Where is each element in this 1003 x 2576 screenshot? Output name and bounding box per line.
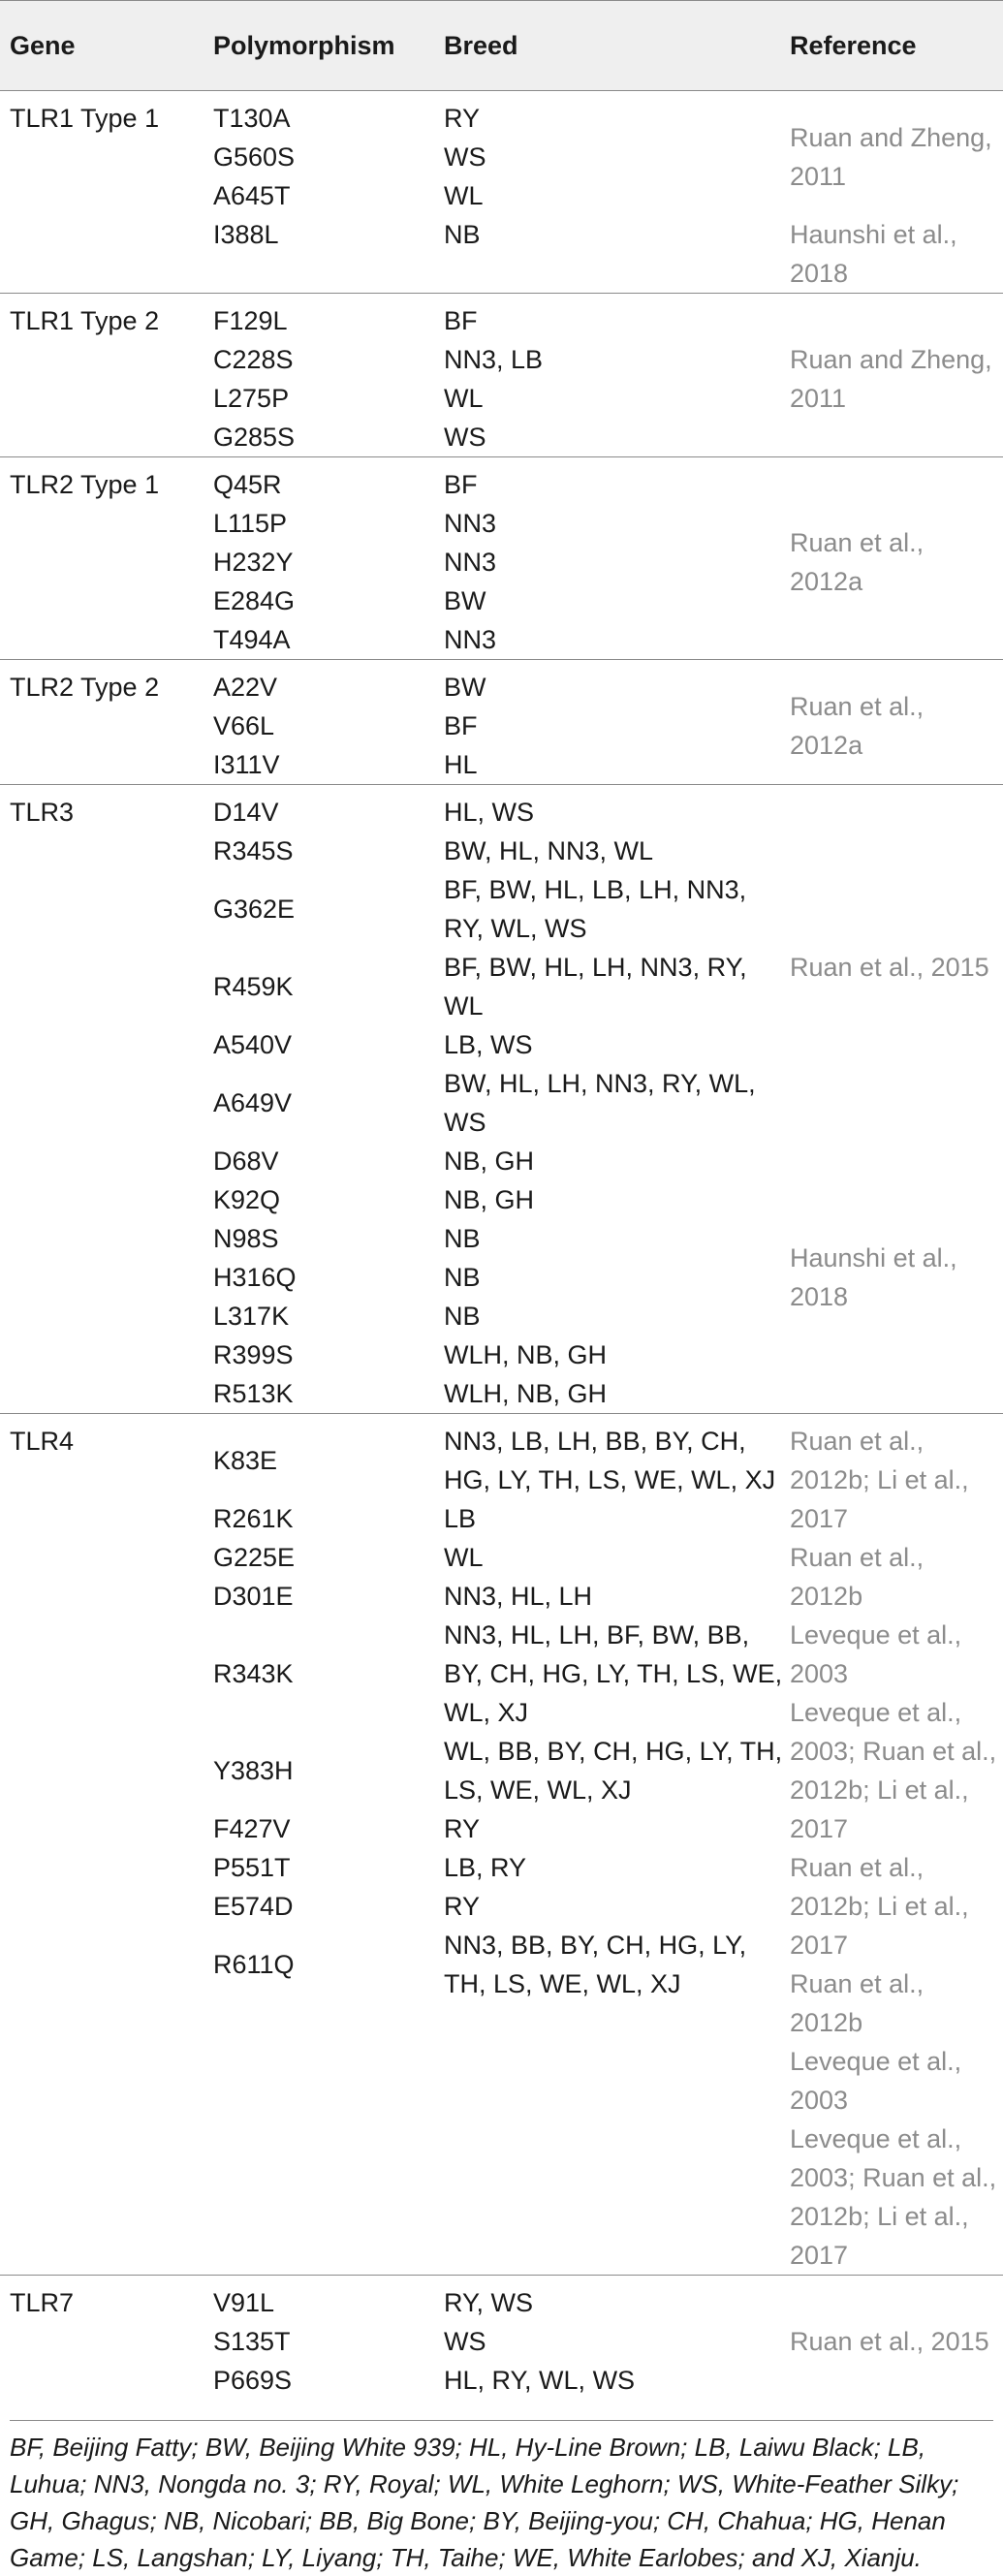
polymorphism-value: G285S [213,423,296,452]
breed-value: BW [444,673,486,702]
reference-block [790,2283,1003,2400]
polymorphism-value: R261K [213,1504,294,1533]
breed-value: LB [444,1504,477,1533]
polymorphism-value: L115P [213,509,288,538]
polymorphism-value: D301E [213,1582,294,1611]
breed-value: NN3 [444,509,497,538]
polymorphism-value: R343K [213,1659,294,1688]
table-body [0,91,1003,2401]
reference-cell [790,660,1003,785]
reference-text: Ruan et al., 2012a [790,528,925,596]
polymorphism-value: R513K [213,1379,294,1408]
polymorphism-value: E574D [213,1892,294,1921]
polymorphism-value: S135T [213,2327,291,2356]
polymorphism-value: N98S [213,1224,279,1253]
polymorphism-value: Y383H [213,1756,294,1785]
polymorphism-value: L275P [213,384,290,413]
breed-value: NB [444,220,481,249]
reference-cell [790,457,1003,660]
gene-cell: TLR1 Type 1 [10,104,160,133]
reference-text: Leveque et al., 2003; Ruan et al., 2012b; Li et al., 2017 [790,1698,997,1843]
polymorphism-value: P669S [213,2366,293,2395]
gene-group [0,2276,1003,2401]
polymorphism-cell [213,457,444,660]
breed-value: HL, WS [444,798,535,827]
breed-value: NN3, BB, BY, CH, HG, LY, TH, LS, WE, WL, XJ [444,1931,747,1998]
breed-value: NN3, LB, LH, BB, BY, CH, HG, LY, TH, LS, WE, WL, XJ [444,1427,776,1494]
breed-value: NN3, LB [444,345,544,374]
polymorphism-value: L317K [213,1302,290,1331]
polymorphism-value: A645T [213,181,291,210]
gene-group [0,660,1003,785]
reference-block [790,99,1003,215]
reference-block [790,215,1003,293]
breed-value: BF [444,306,478,335]
breed-value: WL, BB, BY, CH, HG, LY, TH, LS, WE, WL, XJ [444,1737,783,1805]
reference-block [790,2120,1003,2275]
polymorphism-value: V66L [213,711,275,740]
polymorphism-value: G560S [213,142,296,172]
reference-cell [790,294,1003,457]
polymorphism-value: D14V [213,798,279,827]
breed-value: LB, RY [444,1853,527,1882]
reference-text: Ruan and Zheng, 2011 [790,123,992,191]
reference-cell [790,1414,1003,2276]
breed-value: WL [444,1543,484,1572]
reference-cell [790,91,1003,294]
breed-value: WS [444,142,486,172]
reference-block [790,1693,1003,1848]
polymorphism-value: P551T [213,1853,291,1882]
polymorphism-cell [213,1414,444,2276]
polymorphism-value: T494A [213,625,291,654]
breed-value: RY [444,104,481,133]
polymorphism-value: A649V [213,1088,293,1117]
polymorphism-value: F427V [213,1814,291,1843]
header-gene: Gene [0,1,213,91]
polymorphism-value: R399S [213,1340,294,1369]
gene-group [0,294,1003,457]
reference-text: Leveque et al., 2003 [790,1620,962,1688]
reference-text: Ruan et al., 2015 [790,953,989,982]
breed-value: RY [444,1814,481,1843]
polymorphism-value: A22V [213,673,278,702]
polymorphism-value: I388L [213,220,279,249]
gene-group [0,91,1003,294]
breed-value: BF, BW, HL, LB, LH, NN3, RY, WL, WS [444,875,747,943]
breed-value: BF, BW, HL, LH, NN3, RY, WL [444,953,747,1021]
reference-block [790,793,1003,1142]
gene-cell: TLR7 [0,2276,213,2401]
breed-value: WS [444,423,486,452]
polymorphism-value: C228S [213,345,294,374]
reference-block [790,1142,1003,1413]
breed-value: BW, HL, LH, NN3, RY, WL, WS [444,1069,756,1137]
table-footnote: BF, Beijing Fatty; BW, Beijing White 939; HL, Hy-Line Brown; LB, Laiwu Black; LB, Luhua; NN3, Nongda no. 3; RY, Royal; WL, White Leghorn; WS, White-Feather Silky; GH, Ghagus; NB, Nicobari; BB, Big Bone; BY, Beijing-you; CH, Chahua; HG, Henan Game; LS, Langshan; LY, Liyang; TH, Taihe; WE, White Earlobes; and XJ, Xianju. [10,2420,993,2576]
breed-value: WLH, NB, GH [444,1379,608,1408]
polymorphism-value: G362E [213,895,296,924]
polymorphism-cell [213,91,444,294]
breed-value: BF [444,711,478,740]
breed-value: BW, HL, NN3, WL [444,836,654,865]
polymorphism-cell [213,785,444,1414]
polymorphism-value: K92Q [213,1185,281,1214]
reference-cell [790,2276,1003,2401]
reference-text: Ruan et al., 2012b; Li et al., 2017 [790,1427,969,1533]
breed-value: NB [444,1224,481,1253]
gene-group [0,457,1003,660]
gene-cell: TLR2 Type 1 [0,457,213,660]
reference-text: Haunshi et al., 2018 [790,220,957,288]
table-header-row [0,1,1003,91]
polymorphism-cell [213,2276,444,2401]
breed-value: NN3 [444,625,497,654]
polymorphism-value: R459K [213,972,294,1001]
gene-cell: TLR3 [0,785,213,1414]
breed-value: WS [444,2327,486,2356]
breed-value: NN3, HL, LH, BF, BW, BB, BY, CH, HG, LY, TH, LS, WE, WL, XJ [444,1620,783,1727]
header-breed: Breed [444,1,790,91]
breed-value: BW [444,586,486,615]
reference-block [790,301,1003,456]
breed-cell [444,457,790,660]
polymorphism-value: A540V [213,1030,293,1059]
breed-value: HL [444,750,478,779]
polymorphism-value: E284G [213,586,296,615]
breed-value: NN3, HL, LH [444,1582,593,1611]
breed-value: WLH, NB, GH [444,1340,608,1369]
polymorphism-value: V91L [213,2288,275,2317]
reference-block [790,1538,1003,1616]
gene-cell: TLR1 Type 2 [0,294,213,457]
reference-block [790,1964,1003,2042]
reference-text: Ruan et al., 2012b [790,1969,925,2037]
polymorphism-value: I311V [213,750,280,779]
reference-block [790,465,1003,659]
reference-text: Ruan and Zheng, 2011 [790,345,992,413]
reference-text: Leveque et al., 2003; Ruan et al., 2012b; Li et al., 2017 [790,2124,997,2270]
reference-text: Ruan et al., 2015 [790,2327,989,2356]
breed-value: WL [444,181,484,210]
reference-block [790,1616,1003,1693]
breed-cell [444,660,790,785]
reference-block [790,1848,1003,1964]
polymorphism-value: K83E [213,1446,278,1475]
polymorphism-cell [213,294,444,457]
breed-value: NB, GH [444,1185,535,1214]
polymorphism-cell [213,660,444,785]
reference-text: Ruan et al., 2012b; Li et al., 2017 [790,1853,969,1960]
polymorphism-value: R611Q [213,1950,295,1979]
breed-value: NB, GH [444,1147,535,1176]
header-polymorphism: Polymorphism [213,1,444,91]
polymorphism-value: T130A [213,104,291,133]
gene-group [0,785,1003,1414]
breed-value: BF [444,470,478,499]
breed-cell [444,785,790,1414]
breed-value: LB, WS [444,1030,533,1059]
polymorphism-value: H316Q [213,1263,297,1292]
breed-cell [444,2276,790,2401]
breed-value: NB [444,1263,481,1292]
breed-value: RY [444,1892,481,1921]
reference-block [790,668,1003,784]
polymorphism-value: H232Y [213,548,294,577]
polymorphism-value: R345S [213,836,294,865]
reference-block [790,1422,1003,1538]
reference-text: Ruan et al., 2012b [790,1543,925,1611]
breed-cell [444,1414,790,2276]
gene-cell: TLR4 [0,1414,213,2276]
breed-value: NN3 [444,548,497,577]
polymorphism-value: D68V [213,1147,279,1176]
reference-cell [790,785,1003,1414]
reference-text: Haunshi et al., 2018 [790,1243,957,1311]
breed-value: RY, WS [444,2288,534,2317]
gene-group [0,1414,1003,2276]
breed-value: HL, RY, WL, WS [444,2366,636,2395]
breed-cell [444,294,790,457]
reference-text: Ruan et al., 2012a [790,692,925,760]
polymorphism-value: Q45R [213,470,282,499]
reference-text: Leveque et al., 2003 [790,2047,962,2115]
reference-block [790,2042,1003,2120]
gene-cell: TLR2 Type 2 [0,660,213,785]
breed-value: NB [444,1302,481,1331]
header-reference: Reference [790,1,1003,91]
polymorphism-value: F129L [213,306,288,335]
polymorphism-value: G225E [213,1543,296,1572]
breed-value: WL [444,384,484,413]
breed-cell [444,91,790,294]
